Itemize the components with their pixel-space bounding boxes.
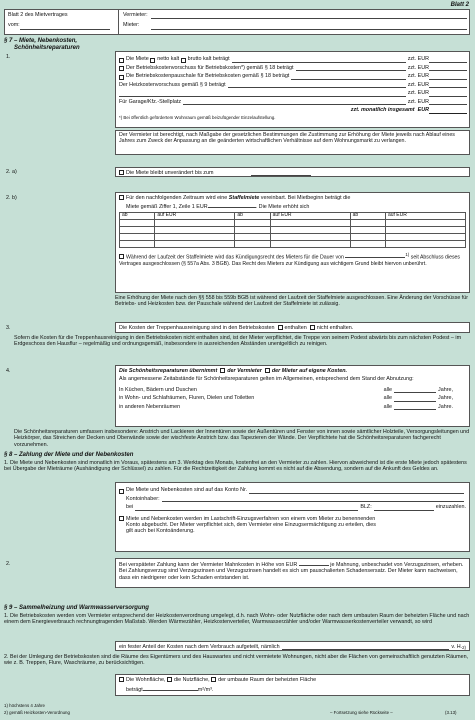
footnote-2: 2) gemäß Heizkosten-Verordnung <box>4 710 70 715</box>
label: alle <box>383 403 392 410</box>
bank-field[interactable] <box>135 505 358 511</box>
label: beträgt <box>126 687 143 694</box>
rent-fixed-box <box>115 167 470 177</box>
label: Staffelmiete <box>228 195 260 201</box>
label: Miete und Nebenkosten werden im Lastschrift-Einzugsverfahren von einem vom Mieter zu benennenden Konto abgebucht. Der Mieter verpflichtet sich, dem Vermieter eine Einzugsermächtigung zu erteilen, dies gilt auch bei Kontoänderung. <box>126 515 376 535</box>
label: Bei verspäteter Zahlung kann der Vermieter Mahnkosten in Höhe von EUR <box>119 562 298 568</box>
heating-terms: 1. Die Betriebskosten werden vom Vermieter entsprechend der Heizkostenverordnung umgelegt, d.h. nach Wohn- oder Nutzfläche oder nach dem umbauten Raum der beheizten Fläche und nach einem dem Energieverbrauch rechnungtragenden Maßstab. Werden Wärmezähler, Heizkostenverteiler, Warmwasserzähler und/oder Warmwasserkostenverteiler verwandt, so wird <box>4 613 470 626</box>
amount-field[interactable] <box>429 91 467 97</box>
cell[interactable] <box>235 219 270 226</box>
cell[interactable] <box>385 219 465 226</box>
item-number: 2. <box>6 561 11 567</box>
eur-label: EUR <box>417 73 429 80</box>
cell[interactable] <box>235 240 270 247</box>
col-header: auf EUR <box>155 212 235 219</box>
item-number: 4. <box>6 368 11 374</box>
label: Die Kosten der Treppenhausreinigung sind in den Betriebskosten <box>119 325 275 331</box>
cell[interactable] <box>350 240 385 247</box>
amount-field[interactable] <box>429 65 467 71</box>
label: der Vermieter <box>227 368 262 374</box>
checkbox[interactable] <box>119 66 124 71</box>
footnote: *) Bei öffentlich gefördertem Wohnraum gemäß beizufügender Einzelaufstellung. <box>119 114 276 120</box>
cell[interactable] <box>350 233 385 240</box>
amount-field[interactable] <box>429 57 467 63</box>
zzt-label: zzt. <box>407 56 417 63</box>
checkbox[interactable] <box>150 58 155 63</box>
label: Als angemessene Zeitabstände für Schönheitsreparaturen gelten im Allgemeinen, entsprechend dem Stand der Abnutzung: <box>119 376 414 383</box>
dunning-fee-field[interactable] <box>299 561 329 566</box>
checkbox[interactable] <box>119 195 124 200</box>
label: Jahre, <box>438 386 453 393</box>
account-number-field[interactable] <box>249 488 464 494</box>
label: seit Abschluss dieses Vertrages ausgeschlossen (§ 557a Abs. 3 BGB). Das Recht des Mieters zur Kündigung aus wichtigem Grund bleibt hiervon unberührt. <box>119 254 461 267</box>
checkbox[interactable] <box>265 368 270 373</box>
eur-label: EUR <box>417 81 429 88</box>
consumption-share-box <box>115 641 470 651</box>
duration-field[interactable] <box>345 253 405 258</box>
label: nicht enthalten. <box>316 325 354 331</box>
section-7-subtitle: Schönheitsreparaturen <box>14 45 80 51</box>
graduated-rent-table <box>119 212 466 248</box>
checkbox[interactable] <box>278 325 283 330</box>
section-8-title: § 8 – Zahlung der Miete und der Nebenkosten <box>4 452 134 458</box>
form-code: (3.13) <box>445 710 457 715</box>
footnote-ref: 2) <box>462 645 466 651</box>
amount-field[interactable] <box>429 99 467 105</box>
checkbox[interactable] <box>119 58 124 63</box>
zzt-label: zzt. <box>407 81 417 88</box>
cell[interactable] <box>350 226 385 233</box>
cell[interactable] <box>120 226 155 233</box>
label: . Die Miete erhöht sich <box>255 204 310 211</box>
label: bei <box>126 504 134 511</box>
amount-field[interactable] <box>429 74 467 80</box>
contract-header-box <box>4 9 470 35</box>
label: Die Miete bleibt unverändert bis zum <box>126 170 214 176</box>
interval-field[interactable] <box>394 387 436 393</box>
checkbox[interactable] <box>310 325 315 330</box>
total-label: zzt. monatlich insgesamt <box>350 107 415 114</box>
checkbox[interactable] <box>220 368 225 373</box>
cell[interactable] <box>270 219 350 226</box>
rent-increase-note: Der Vermieter ist berechtigt, nach Maßgabe der gesetzlichen Bestimmungen die Zustimmung zur Erhöhung der Miete jeweils nach Ablauf eines Jahres zum Zweck der Anpassung an die geänderten wirtschaftlichen Verhältnisse auf dem Wohnungsmarkt zu verlangen. <box>115 130 470 155</box>
date-field[interactable] <box>251 175 311 176</box>
label: In Küchen, Bädern und Duschen <box>119 386 197 393</box>
eur-label: EUR <box>417 107 429 114</box>
payment-terms: 1. Die Miete und Nebenkosten sind monatlich im Voraus, spätestens am 3. Werktag des Monats, kostenfrei an den Vermieter zu zahlen. Hiervon abweichend ist die erste Miete jedoch spätestens bei Übergabe der Mieträume (Aushändigung der Schlüssel) zu zahlen. Für die Rechtzeitigkeit der Zahlung kommt es nicht auf die Absendung, sondern auf die Ankunft des Geldes an. <box>4 460 467 473</box>
cell[interactable] <box>155 240 235 247</box>
label: Jahre, <box>438 395 453 402</box>
label: einzuzahlen. <box>435 504 466 511</box>
item-number: 2. b) <box>6 195 17 201</box>
cell[interactable] <box>155 219 235 226</box>
footnote-1: 1) höchstens 4 Jahre <box>4 703 46 708</box>
cell[interactable] <box>385 226 465 233</box>
sheet-number: Blatt 2 <box>450 2 469 8</box>
area-box <box>115 674 470 696</box>
label: der Mieter auf eigene Kosten. <box>271 368 348 374</box>
label: Der Betriebskostenvorschuss für Betriebskosten*) gemäß § 18 beträgt <box>126 64 294 71</box>
checkbox[interactable] <box>167 677 172 682</box>
label: Für Garage/Kfz.-Stellplatz <box>119 98 182 105</box>
zzt-label: zzt. <box>407 64 417 71</box>
zzt-label: zzt. <box>407 73 417 80</box>
label: m²/m³. <box>197 687 214 694</box>
section-7-title: § 7 – Miete, Nebenkosten, <box>4 38 78 44</box>
sheet-label: Blatt 2 des Mietvertrages <box>8 12 68 18</box>
checkbox[interactable] <box>181 58 186 63</box>
zzt-label: zzt. <box>407 98 417 105</box>
label: je Mahnung, unbeschadet von Verzugszinsen, erheben. Bei Zahlungsverzug sind Verzugszinsen und Verzugszinsen handelt es sich um pauschalierten Schadensersatz. Der Mieter kann nachweisen, dass ein niedrigerer oder kein Schaden entstanden ist. <box>119 562 464 581</box>
col-header: auf EUR <box>270 212 350 219</box>
date-label: vom: <box>8 22 20 28</box>
checkbox[interactable] <box>119 489 124 494</box>
percentage-field[interactable] <box>282 644 450 650</box>
label: Der Heizkostenvorschuss gemäß § 9 beträgt <box>119 81 226 88</box>
checkbox[interactable] <box>211 677 216 682</box>
col-header: auf EUR <box>385 212 465 219</box>
label: Die Schönheitsreparaturen übernimmt <box>119 368 218 374</box>
tenant-field[interactable] <box>151 29 467 30</box>
area-field[interactable] <box>143 686 198 691</box>
label: ein fester Anteil der Kosten nach dem Verbrauch aufgeteilt, nämlich <box>119 644 280 650</box>
cell[interactable] <box>235 226 270 233</box>
col-header: ab <box>350 212 385 219</box>
graduated-rent-note: Eine Erhöhung der Miete nach den §§ 558 bis 559b BGB ist während der Laufzeit der Staffelmiete ausgeschlossen. Eine Änderung der Vorschüsse für Betriebs- und Heizkosten bzw. der Pauschale während der Laufzeit der Staffelmiete ist zulässig. <box>115 295 468 308</box>
eur-label: EUR <box>417 64 429 71</box>
total-amount-field[interactable] <box>429 108 467 114</box>
cell[interactable] <box>155 226 235 233</box>
landlord-field[interactable] <box>151 18 467 19</box>
label: Die Wohnfläche, <box>126 677 166 683</box>
tenant-label: Mieter: <box>123 22 140 28</box>
checkbox[interactable] <box>119 254 124 259</box>
item-number: 1. <box>6 54 11 60</box>
checkbox[interactable] <box>119 170 124 175</box>
cell[interactable] <box>120 233 155 240</box>
label: enthalten <box>284 325 307 331</box>
checkbox[interactable] <box>119 677 124 682</box>
repairs-note: Die Schönheitsreparaturen umfassen insbesondere: Anstrich und Lackieren der Innentüren sowie der Außentüren und Fenster von innen sowie sämtlicher Holzteile, Versorgungsleitungen und Heizkörper, das Streichen der Decken und Oberwände sowie der wischfeste Anstrich bzw. das Tapezieren der Wände. Der Verpflichtete hat die Schönheitsreparaturen fachgerecht vorzunehmen. <box>14 429 470 448</box>
item-number: 2. a) <box>6 169 17 175</box>
continue-note: – Fortsetzung siehe Rückseite – <box>330 710 393 715</box>
interval-field[interactable] <box>394 404 436 410</box>
checkbox[interactable] <box>119 516 124 521</box>
zzt-label: zzt. <box>407 90 417 97</box>
eur-label: EUR <box>417 90 429 97</box>
label: Die Miete <box>126 56 149 63</box>
checkbox[interactable] <box>119 75 124 80</box>
item-number: 3. <box>6 325 11 331</box>
eur-label: EUR <box>417 56 429 63</box>
graduated-rent-box <box>115 192 470 293</box>
label: Miete gemäß Ziffer 1, Zeile 1 EUR <box>126 204 208 211</box>
start-rent-field[interactable] <box>208 203 256 208</box>
rent-breakdown-box <box>115 51 470 128</box>
cell[interactable] <box>120 240 155 247</box>
cell[interactable] <box>270 226 350 233</box>
cell[interactable] <box>385 240 465 247</box>
label: die Nutzfläche, <box>173 677 210 683</box>
repairs-box <box>115 365 470 427</box>
eur-label: EUR <box>417 98 429 105</box>
cell[interactable] <box>270 233 350 240</box>
area-terms: 2. Bei der Umlegung der Betriebskosten sind die Räume des Eigentümers und des Hauswartes und nicht vermietete Wohnungen, nicht aber die Flächen von gemeinschaftlich genutzten Räumen, wie z. B. Treppen, Flure, Waschräume, zu berücksichtigen. <box>4 654 469 667</box>
label: brutto kalt beträgt <box>187 56 230 63</box>
blz-field[interactable] <box>374 505 434 511</box>
label: Die Miete und Nebenkosten sind auf das Konto Nr. <box>126 487 248 494</box>
landlord-label: Vermieter: <box>123 12 148 18</box>
bank-account-box <box>115 482 470 552</box>
label: v. H. <box>451 644 463 650</box>
label: BLZ: <box>360 504 372 511</box>
col-header: ab <box>120 212 155 219</box>
stair-cleaning-note: Sofern die Kosten für die Treppenhausreinigung in den Betriebskosten nicht enthalten sind, ist der Mieter verpflichtet, die Treppe von seinem Podest abwärts bis zum nächsten Podest – im Erdgeschoss den Hausflur – regelmäßig und ordnungsgemäß, insbesondere in ausreichenden Abständen unentgeltlich zu reinigen. <box>14 335 462 348</box>
interval-field[interactable] <box>394 396 436 402</box>
label: Kontoinhaber: <box>126 495 160 502</box>
late-payment-box <box>115 558 470 588</box>
cell[interactable] <box>270 240 350 247</box>
cell[interactable] <box>350 219 385 226</box>
cell[interactable] <box>155 233 235 240</box>
cell[interactable] <box>235 233 270 240</box>
label: Während der Laufzeit der Staffelmiete wird das Kündigungsrecht des Mieters für die Dauer von <box>126 254 344 261</box>
stair-cleaning-box <box>115 322 470 333</box>
amount-field[interactable] <box>429 82 467 88</box>
account-holder-field[interactable] <box>162 496 464 502</box>
label: in anderen Nebenräumen <box>119 403 181 410</box>
cell[interactable] <box>385 233 465 240</box>
label: vereinbart. Bei Mietbeginn beträgt die <box>260 195 351 201</box>
cell[interactable] <box>120 219 155 226</box>
section-9-title: § 9 – Sammelheizung und Warmwasserversorgung <box>4 605 149 611</box>
label: alle <box>383 386 392 393</box>
label: netto kalt <box>157 56 180 63</box>
label: Jahre. <box>438 403 453 410</box>
footnote-ref: 1) <box>405 251 410 257</box>
label: der umbaute Raum der beheizten Fläche <box>218 677 317 683</box>
col-header: ab <box>235 212 270 219</box>
label: Für den nachfolgenden Zeitraum wird eine <box>126 195 228 201</box>
label: in Wohn- und Schlafräumen, Fluren, Dielen und Toiletten <box>119 395 255 402</box>
label: Die Betriebskostenpauschale für Betriebskosten gemäß § 18 beträgt <box>126 73 290 80</box>
label: alle <box>383 395 392 402</box>
